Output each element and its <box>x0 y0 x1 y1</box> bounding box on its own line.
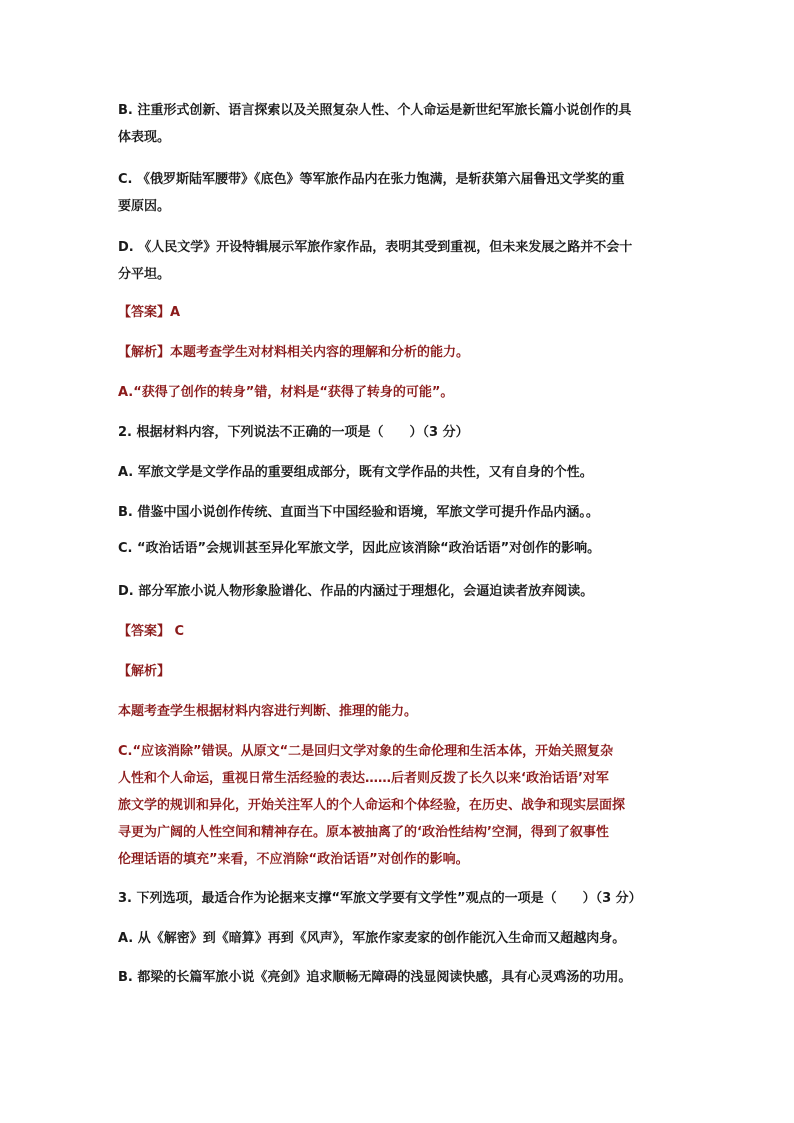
q1-option-d-line2: 分平坦。 <box>118 267 171 282</box>
q1-analysis-line1: 【解析】本题考查学生对材料相关内容的理解和分析的能力。 <box>118 345 470 360</box>
q2-option-c: C. “政治话语”会规训甚至异化军旅文学，因此应该消除“政治话语”对创作的影响。 <box>118 541 601 556</box>
q2-analysis-c-line5: 伦理话语的填充”来看，不应消除“政治话语”对创作的影响。 <box>118 852 469 867</box>
q2-analysis-c-line2: 人性和个人命运，重视日常生活经验的表达……后者则反拨了长久以来‘政治话语’对军 <box>118 771 609 786</box>
q2-option-b: B. 借鉴中国小说创作传统、直面当下中国经验和语境，军旅文学可提升作品内涵。。 <box>118 505 599 520</box>
q2-answer: 【答案】 C <box>118 624 185 639</box>
q2-analysis-c-line4: 寻更为广阔的人性空间和精神存在。原本被抽离了的‘政治性结构’空洞，得到了叙事性 <box>118 825 609 840</box>
q1-answer: 【答案】A <box>118 305 181 320</box>
q2-option-a: A. 军旅文学是文学作品的重要组成部分，既有文学作品的共性，又有自身的个性。 <box>118 465 593 480</box>
q1-option-c-line2: 要原因。 <box>118 199 171 214</box>
q1-analysis-line2: A.“获得了创作的转身”错，材料是“获得了转身的可能”。 <box>118 385 454 400</box>
q2-analysis-intro: 本题考查学生根据材料内容进行判断、推理的能力。 <box>118 704 418 719</box>
q3-option-b: B. 都梁的长篇军旅小说《亮剑》追求顺畅无障碍的浅显阅读快感，具有心灵鸡汤的功用。 <box>118 970 632 985</box>
q1-option-b-line2: 体表现。 <box>118 130 171 145</box>
q3-option-a: A. 从《解密》到《暗算》再到《风声》，军旅作家麦家的创作能沉入生命而又超越肉身。 <box>118 931 626 946</box>
q3-stem: 3. 下列选项，最适合作为论据来支撑“军旅文学要有文学性”观点的一项是（ ）（3 分） <box>118 891 642 906</box>
q2-stem: 2. 根据材料内容，下列说法不正确的一项是（ ）（3 分） <box>118 425 469 440</box>
q1-option-c-line1: C. 《俄罗斯陆军腰带》《底色》等军旅作品内在张力饱满，是斩获第六届鲁迅文学奖的重 <box>118 172 625 187</box>
q2-analysis-label: 【解析】 <box>118 664 171 679</box>
q2-analysis-c-line3: 旅文学的规训和异化，开始关注军人的个人命运和个体经验，在历史、战争和现实层面探 <box>118 798 626 813</box>
q2-analysis-c-line1: C.“应该消除”错误。从原文“二是回归文学对象的生命伦理和生活本体，开始关照复杂 <box>118 744 614 759</box>
q1-option-d-line1: D. 《人民文学》开设特辑展示军旅作家作品，表明其受到重视，但未来发展之路并不会十 <box>118 240 633 255</box>
q1-option-b-line1: B. 注重形式创新、语言探索以及关照复杂人性、个人命运是新世纪军旅长篇小说创作的具 <box>118 103 632 118</box>
q2-option-d: D. 部分军旅小说人物形象脸谱化、作品的内涵过于理想化，会逼迫读者放弃阅读。 <box>118 584 594 599</box>
